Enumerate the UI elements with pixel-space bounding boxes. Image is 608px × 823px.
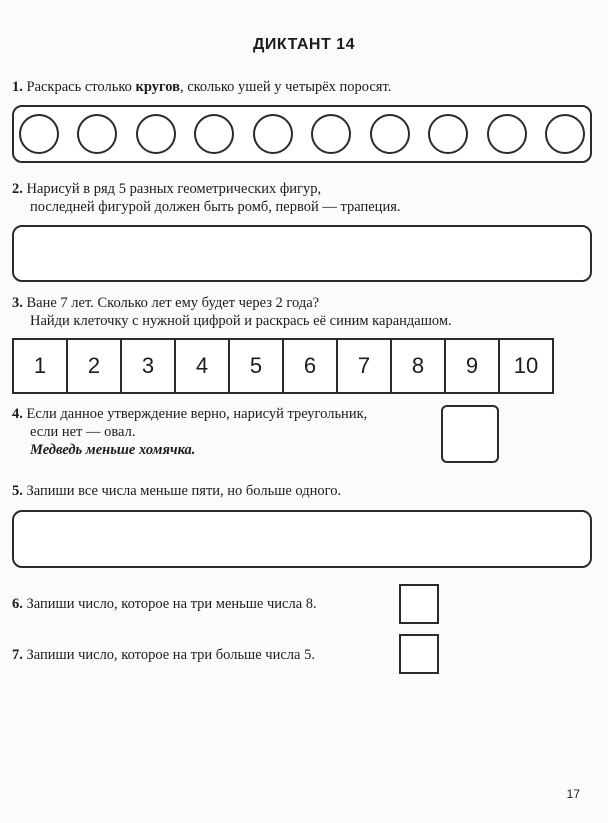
question-text: Запиши число, которое на три больше числа 5. [26,647,315,663]
circle-5[interactable] [253,114,293,154]
question-4-statement [30,441,195,460]
shape-answer-square[interactable] [441,405,499,463]
question-1 [12,78,391,97]
answer-square-6[interactable] [399,584,439,624]
answer-square-7[interactable] [399,634,439,674]
question-number: 3. [12,295,23,311]
question-number: 5. [12,483,23,499]
question-4-line-2: если нет — овал. [30,424,136,440]
question-5 [12,482,341,501]
question-number: 2. [12,181,23,197]
number-cell[interactable]: 9 [446,340,500,392]
number-cell[interactable]: 3 [122,340,176,392]
circle-3[interactable] [136,114,176,154]
circle-1[interactable] [19,114,59,154]
number-cell[interactable]: 10 [513,353,539,378]
circle-8[interactable] [428,114,468,154]
page-title: ДИКТАНТ 14 [253,36,355,53]
number-cells-row [12,338,554,394]
question-number: 6. [12,596,23,612]
circles-answer-box [12,105,592,163]
circle-6[interactable] [311,114,351,154]
question-3-line-2: Найди клеточку с нужной цифрой и раскрась её синим карандашом. [30,313,452,329]
question-2 [12,180,321,199]
number-cell[interactable]: 1 [14,340,68,392]
page-number: 17 [566,787,580,801]
question-3 [12,294,319,313]
circle-7[interactable] [370,114,410,154]
number-cell[interactable]: 5 [230,340,284,392]
number-cell[interactable]: 7 [338,340,392,392]
numbers-answer-box[interactable] [12,510,592,568]
circle-4[interactable] [194,114,234,154]
question-text: Если данное утверждение верно, нарисуй треугольник, [26,406,368,422]
question-number: 4. [12,406,23,422]
question-6 [12,595,317,614]
question-text: Запиши число, которое на три меньше числа 8. [26,596,317,612]
shapes-answer-box[interactable] [12,225,592,282]
question-text: Ване 7 лет. Сколько лет ему будет через 2 года? [26,295,320,311]
number-cell[interactable]: 8 [392,340,446,392]
number-cell[interactable]: 2 [68,340,122,392]
circle-2[interactable] [77,114,117,154]
question-number: 1. [12,79,23,95]
circle-10[interactable] [545,114,585,154]
question-text: Раскрась столько [26,79,136,95]
question-number: 7. [12,647,23,663]
question-text: Нарисуй в ряд 5 разных геометрических фигур, [26,181,322,197]
number-cell[interactable]: 4 [176,340,230,392]
statement-text: Медведь меньше хомячка. [30,442,196,458]
circle-9[interactable] [487,114,527,154]
question-text: Запиши все числа меньше пяти, но больше одного. [26,483,342,499]
question-text: , сколько ушей у четырёх поросят. [179,79,392,95]
question-7 [12,646,315,665]
question-4 [12,405,367,424]
question-2-line-2: последней фигурой должен быть ромб, первой — трапеция. [30,199,401,215]
number-cell[interactable]: 6 [284,340,338,392]
question-text-bold: кругов [135,79,180,95]
